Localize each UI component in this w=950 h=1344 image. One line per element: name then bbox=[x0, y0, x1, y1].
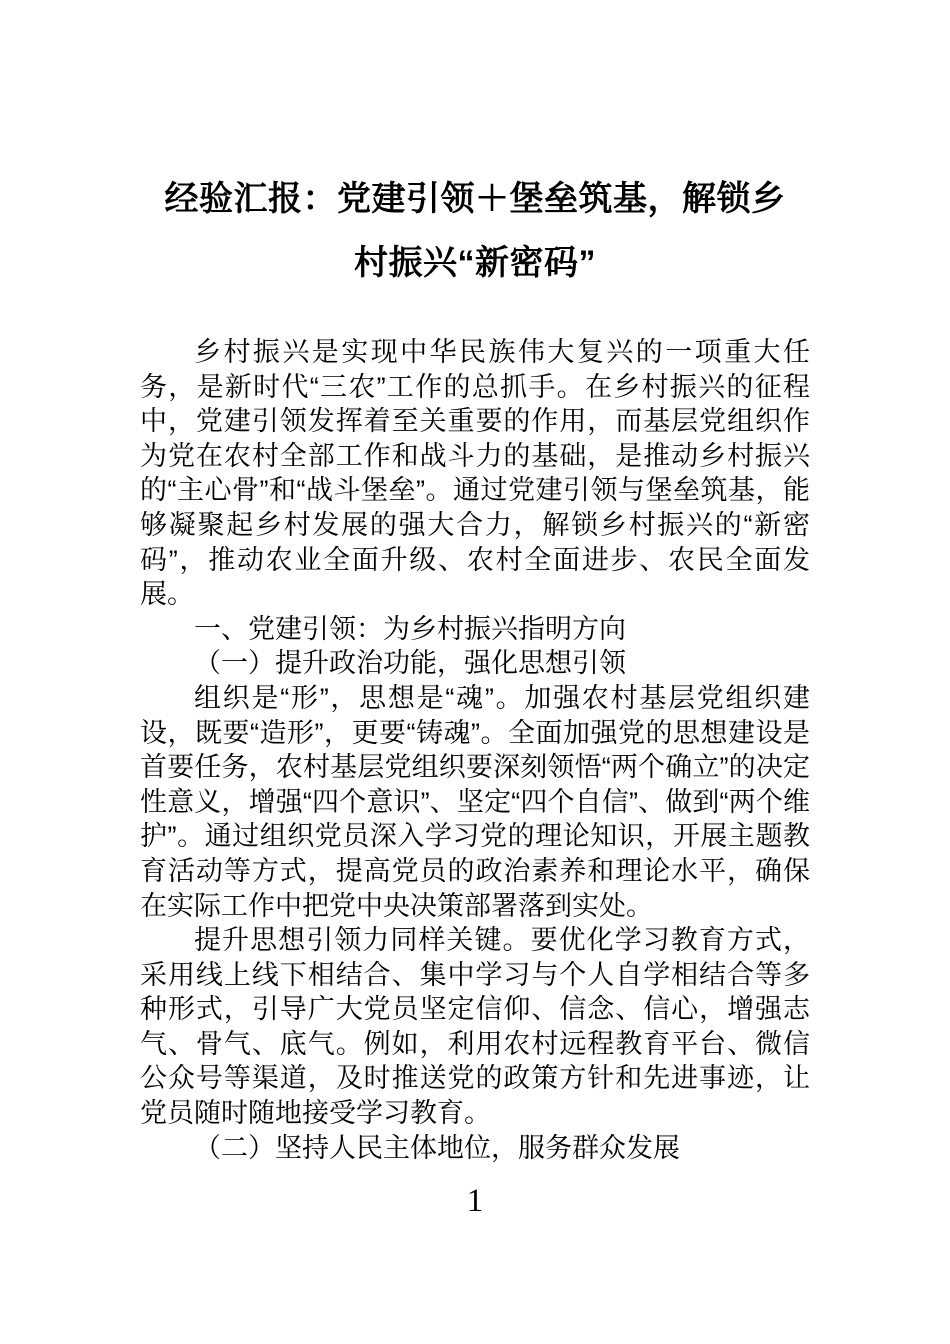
document-body bbox=[140, 335, 810, 1165]
page-number: 1 bbox=[466, 1183, 484, 1219]
paragraph-body-2: 提升思想引领力同样关键。要优化学习教育方式，采用线上线下相结合、集中学习与个人自学相结合等多种形式，引导广大党员坚定信仰、信念、信心，增强志气、骨气、底气。例如，利用农村远程教育平台、微信公众号等渠道，及时推送党的政策方针和先进事迹，让党员随时随地接受学习教育。 bbox=[140, 925, 810, 1129]
paragraph-body-1: 组织是“形”，思想是“魂”。加强农村基层党组织建设，既要“造形”，更要“铸魂”。全面加强党的思想建设是首要任务，农村基层党组织要深刻领悟“两个确立”的决定性意义，增强“四个意识”、坚定“四个自信”、做到“两个维护”。通过组织党员深入学习党的理论知识，开展主题教育活动等方式，提高党员的政治素养和理论水平，确保在实际工作中把党中央决策部署落到实处。 bbox=[140, 682, 810, 921]
section-heading-1: 一、党建引领：为乡村振兴指明方向 bbox=[194, 613, 626, 644]
document-title-line-1: 经验汇报：党建引领＋堡垒筑基，解锁乡 bbox=[164, 180, 786, 218]
subsection-heading-1-2: （二）坚持人民主体地位，服务群众发展 bbox=[194, 1132, 680, 1163]
document-title bbox=[0, 0, 950, 295]
paragraph-intro: 乡村振兴是实现中华民族伟大复兴的一项重大任务，是新时代“三农”工作的总抓手。在乡村振兴的征程中，党建引领发挥着至关重要的作用，而基层党组织作为党在农村全部工作和战斗力的基础，是推动乡村振兴的“主心骨”和“战斗堡垒”。通过党建引领与堡垒筑基，能够凝聚起乡村发展的强大合力，解锁乡村振兴的“新密码”，推动农业全面升级、农村全面进步、农民全面发展。 bbox=[140, 337, 810, 610]
subsection-heading-1-1: （一）提升政治功能，强化思想引领 bbox=[194, 648, 626, 679]
document-title-line-2: 村振兴“新密码” bbox=[354, 244, 596, 282]
